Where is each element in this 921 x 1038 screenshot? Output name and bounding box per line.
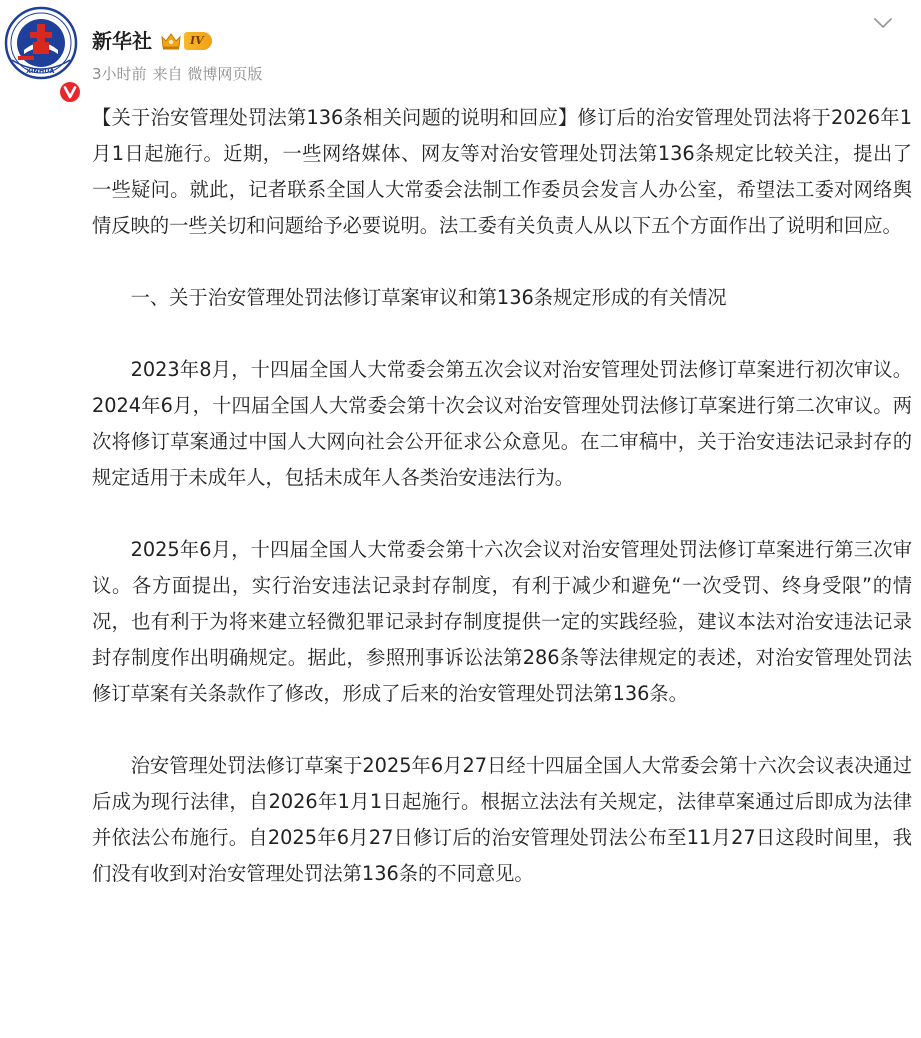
section-heading: 一、关于治安管理处罚法修订草案审议和第136条规定形成的有关情况 (130, 286, 727, 309)
level-badge[interactable]: IV (184, 32, 212, 50)
post-paragraph: 2025年6月，十四届全国人大常委会第十六次会议对治安管理处罚法修订草案进行第三次审议。各方面提出，实行治安违法记录封存制度，有利于减少和避免“一次受罚、终身受限”的情况，也有利于为将来建立轻微犯罪记录封存制度提供一定的实践经验，建议本法对治安违法记录封存制度作出明确规定。据此，参照刑事诉讼法第286条等法律规定的表述，对治安管理处罚法修订草案有关条款作了修改，形成了后来的治安管理处罚法第136条。 (92, 538, 912, 705)
post-meta (92, 63, 262, 85)
paragraph-spacer (92, 712, 912, 748)
xinhua-logo (4, 6, 78, 80)
post-paragraph: 2023年8月，十四届全国人大常委会第五次会议对治安管理处罚法修订草案进行初次审议。2024年6月，十四届全国人大常委会第十次会议对治安管理处罚法修订草案进行第二次审议。两次将修订草案通过中国人大网向社会公开征求公众意见。在二审稿中，关于治安违法记录封存的规定适用于未成年人，包括未成年人各类治安违法行为。 (92, 358, 912, 489)
author-row (92, 26, 262, 56)
post-header (92, 26, 262, 88)
paragraph-spacer (92, 316, 912, 352)
post-body (92, 100, 912, 892)
author-name[interactable]: 新华社 (92, 29, 152, 53)
post-paragraph: 治安管理处罚法修订草案于2025年6月27日经十四届全国人大常委会第十六次会议表决通过后成为现行法律，自2026年1月1日起施行。根据立法法有关规定，法律草案通过后即成为法律并依法公布施行。自2025年6月27日修订后的治安管理处罚法公布至11月27日这段时间里，我们没有收到对治安管理处罚法第136条的不同意见。 (92, 754, 912, 885)
post-time[interactable]: 3小时前 (92, 65, 147, 83)
avatar-logo-text: XINHUA (26, 67, 55, 75)
post-source: 来自 微博网页版 (152, 65, 263, 83)
paragraph-spacer (92, 496, 912, 532)
verified-badge-icon (58, 80, 82, 104)
post-paragraph-intro: 【关于治安管理处罚法第136条相关问题的说明和回应】修订后的治安管理处罚法将于2026年1月1日起施行。近期，一些网络媒体、网友等对治安管理处罚法第136条规定比较关注，提出了一些疑问。就此，记者联系全国人大常委会法制工作委员会发言人办公室，希望法工委对网络舆情反映的一些关切和问题给予必要说明。法工委有关负责人从以下五个方面作出了说明和回应。 (92, 106, 912, 237)
chevron-down-icon[interactable] (872, 16, 894, 30)
avatar[interactable] (4, 6, 78, 80)
crown-icon[interactable] (160, 32, 182, 50)
paragraph-spacer (92, 244, 912, 280)
avatar-container[interactable] (4, 6, 82, 96)
